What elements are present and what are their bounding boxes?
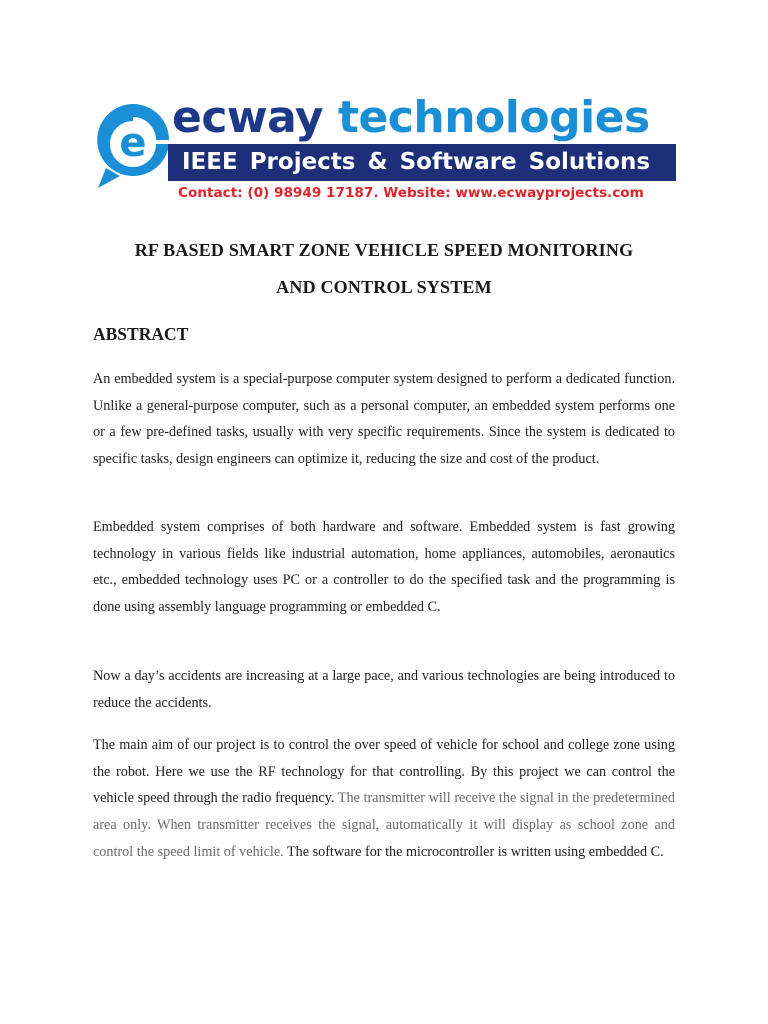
contact-line: Contact: (0) 98949 17187. Website: www.ecwayprojects.com [178,185,644,201]
paragraph-2: Embedded system comprises of both hardware and software. Embedded system is fast growing technology in various fields like industrial automation, home appliances, automobiles, aeronautics etc., embedded technology uses PC or a controller to do the specified task and the programming is done using assembly language programming or embedded C. [93,519,675,616]
abstract-heading: ABSTRACT [93,324,189,344]
brand-word-technologies: technologies [337,92,650,143]
brand-word-ecway: ecway [172,92,324,143]
paragraph-4-part-2: The transmitter will receive the signal in the predetermined area only. When transmitter receives the signal, automatically it will display as school zone and control the speed limit of vehicle. [93,790,675,860]
title-line-1: RF BASED SMART ZONE VEHICLE SPEED MONITORING [134,240,634,260]
tagline-banner: IEEE Projects & Software Solutions [168,144,676,181]
paragraph-1: An embedded system is a special-purpose computer system designed to perform a dedicated function. Unlike a general-purpose computer, such as a personal computer, an embedded system performs one or a few pre-defined tasks, usually with very specific requirements. Since the system is dedicated to specific tasks, design engineers can optimize it, reducing the size and cost of the product. [93,371,675,468]
company-logo [88,92,680,210]
document-title [80,232,688,306]
paragraph-4-part-1: The main aim of our project is to control the over speed of vehicle for school and college zone using the robot. Here we use the RF technology for that controlling. By this project we can control the vehicle speed through the radio frequency. [93,737,675,807]
e-letter-circle-icon [92,98,174,190]
paragraph-3: Now a day’s accidents are increasing at a large pace, and various technologies are being introduced to reduce the accidents. [93,668,675,711]
paragraph-4 [93,732,675,866]
svg-text:e: e [119,120,147,166]
paragraph-4-part-3: The software for the microcontroller is written using embedded C. [283,843,664,860]
title-line-2: AND CONTROL SYSTEM [276,277,492,297]
brand-name [172,92,650,144]
